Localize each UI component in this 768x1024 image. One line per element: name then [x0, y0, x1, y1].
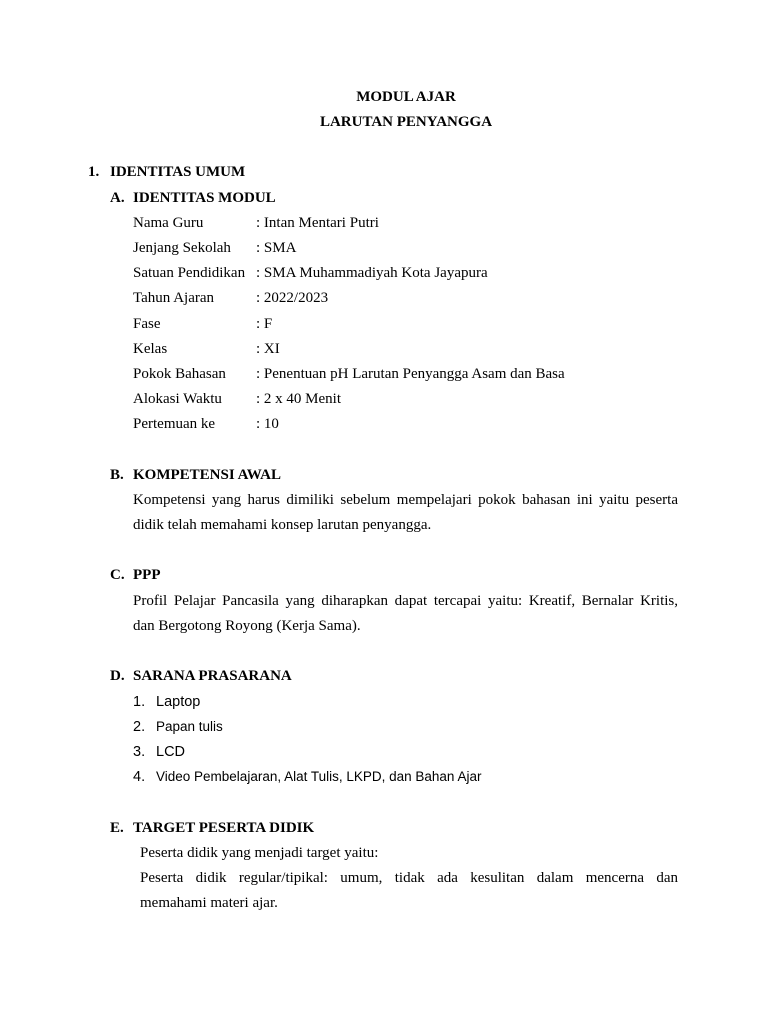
subsection-letter-e: E.: [110, 820, 124, 836]
identity-value: : 10: [256, 416, 279, 432]
identity-label: Kelas: [133, 341, 168, 357]
identity-label: Tahun Ajaran: [133, 290, 215, 306]
list-item: Video Pembelajaran, Alat Tulis, LKPD, dan Bahan Ajar: [156, 769, 482, 784]
identity-value: : 2022/2023: [256, 290, 329, 306]
list-item-number: 3.: [133, 744, 146, 760]
list-item-number: 1.: [133, 694, 146, 710]
section-number: 1.: [88, 164, 100, 180]
identity-value: : XI: [256, 341, 280, 357]
subsection-title-ppp: PPP: [133, 567, 161, 583]
identity-value: : 2 x 40 Menit: [256, 391, 341, 407]
list-item-number: 2.: [133, 719, 146, 735]
identity-label: Jenjang Sekolah: [133, 240, 231, 256]
identity-value: : SMA Muhammadiyah Kota Jayapura: [256, 265, 488, 281]
subsection-letter-a: A.: [110, 190, 125, 206]
identity-label: Nama Guru: [133, 215, 204, 231]
identity-value: : F: [256, 316, 273, 332]
subsection-letter-b: B.: [110, 467, 124, 483]
subsection-title-sarana: SARANA PRASARANA: [133, 668, 292, 684]
target-line: Peserta didik regular/tipikal: umum, tidak ada kesulitan dalam mencerna dan: [140, 870, 678, 886]
identity-label: Fase: [133, 316, 161, 332]
identity-label: Pokok Bahasan: [133, 366, 226, 382]
kompetensi-awal-line: didik telah memahami konsep larutan penyangga.: [133, 517, 432, 533]
identity-value: : Intan Mentari Putri: [256, 215, 379, 231]
subsection-title-kompetensi-awal: KOMPETENSI AWAL: [133, 467, 281, 483]
identity-label: Satuan Pendidikan: [133, 265, 246, 281]
list-item-number: 4.: [133, 769, 146, 785]
identity-label: Pertemuan ke: [133, 416, 216, 432]
subsection-title-identitas-modul: IDENTITAS MODUL: [133, 190, 276, 206]
subsection-title-target: TARGET PESERTA DIDIK: [133, 820, 315, 836]
identity-label: Alokasi Waktu: [133, 391, 222, 407]
document-title: MODUL AJAR: [356, 89, 456, 105]
ppp-line: dan Bergotong Royong (Kerja Sama).: [133, 618, 361, 634]
subsection-letter-d: D.: [110, 668, 125, 684]
list-item: LCD: [156, 744, 186, 760]
identity-value: : SMA: [256, 240, 297, 256]
kompetensi-awal-line: Kompetensi yang harus dimiliki sebelum mempelajari pokok bahasan ini yaitu peserta: [133, 492, 678, 508]
ppp-line: Profil Pelajar Pancasila yang diharapkan dapat tercapai yaitu: Kreatif, Bernalar Kritis,: [133, 593, 678, 609]
section-title: IDENTITAS UMUM: [110, 164, 246, 180]
list-item: Papan tulis: [156, 719, 223, 734]
list-item: Laptop: [156, 694, 201, 710]
document-subtitle: LARUTAN PENYANGGA: [319, 114, 493, 130]
target-line: memahami materi ajar.: [140, 895, 278, 911]
target-line: Peserta didik yang menjadi target yaitu:: [140, 845, 379, 861]
identity-value: : Penentuan pH Larutan Penyangga Asam dan Basa: [256, 366, 565, 382]
subsection-letter-c: C.: [110, 567, 125, 583]
